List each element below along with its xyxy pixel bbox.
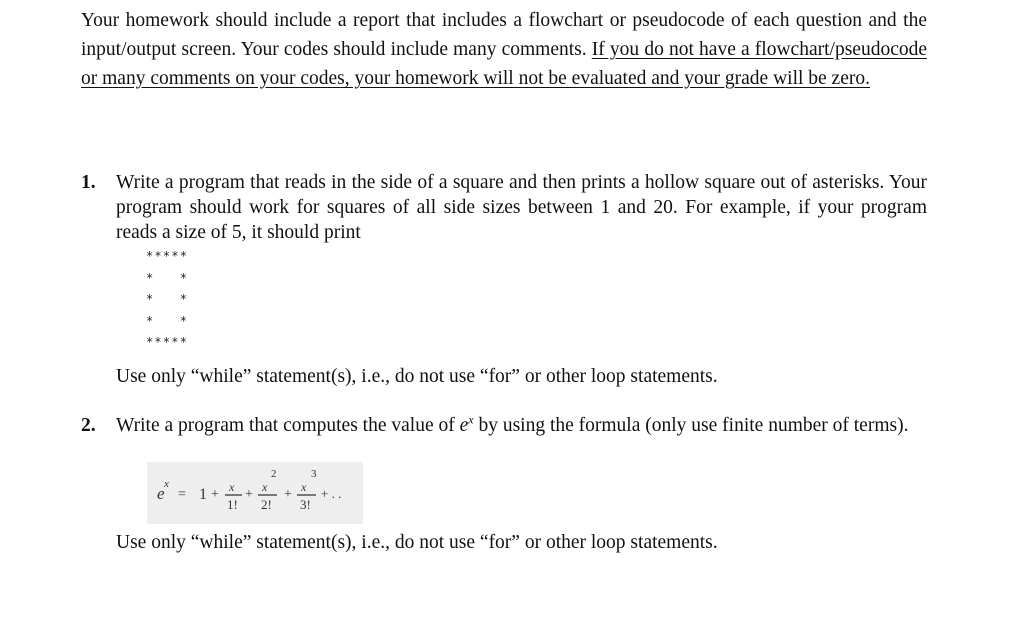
formula-lhs-base: e xyxy=(157,484,165,503)
question-1-number: 1. xyxy=(81,172,96,193)
question-2-text: Write a program that computes the value of $e^x$ by using the formula (only use finite number of terms). xyxy=(116,412,909,436)
exponential-series-formula xyxy=(147,462,363,524)
term2-numerator: x xyxy=(262,480,268,494)
question-1 xyxy=(81,170,927,245)
formula-one: 1 xyxy=(199,486,207,503)
instructions-paragraph xyxy=(81,6,927,93)
question-1-text: Write a program that reads in the side of a square and then prints a hollow square out of asterisks. Your program should work for squares of all side sizes between 1 and 20. For example, if your program reads a size of 5, it should print xyxy=(116,172,927,243)
instructions-warning-underlined: If you do not have a flowchart/pseudocode or many comments on your codes, your homework will not be evaluated and your grade will be zero. xyxy=(81,39,927,89)
term1-numerator: x xyxy=(229,480,235,494)
question-1-rule: Use only “while” statement(s), i.e., do not use “for” or other loop statements. xyxy=(116,366,718,387)
square-row: * * xyxy=(146,270,189,285)
formula-tail: + . . xyxy=(321,486,342,501)
square-row: ***** xyxy=(146,249,189,263)
e-base: e xyxy=(459,415,469,436)
term3-denominator: 3! xyxy=(300,497,311,512)
hollow-square-example xyxy=(146,246,188,354)
term2-exponent: 2 xyxy=(271,468,277,480)
term1-denominator: 1! xyxy=(227,497,238,512)
term3-numerator: x xyxy=(301,480,307,494)
formula-plus: + xyxy=(284,487,292,502)
formula-lhs-exp: x xyxy=(164,478,169,490)
formula-plus: + xyxy=(211,487,219,502)
term2-denominator: 2! xyxy=(261,497,272,512)
square-row: ***** xyxy=(146,335,189,349)
formula-equals: = xyxy=(178,487,186,502)
question-2 xyxy=(81,413,927,438)
square-row: * * xyxy=(146,292,189,306)
square-row: * * xyxy=(146,313,189,328)
term3-exponent: 3 xyxy=(311,468,317,480)
e-exponent: x xyxy=(468,412,474,427)
question-2-rule: Use only “while” statement(s), i.e., do not use “for” or other loop statements. xyxy=(116,532,718,553)
instructions-text: Your homework should include a report that includes a flowchart or pseudocode of each question and the input/output screen. Your codes should include many comments. xyxy=(81,10,927,60)
question-2-number: 2. xyxy=(81,415,96,436)
formula-plus: + xyxy=(245,487,253,502)
